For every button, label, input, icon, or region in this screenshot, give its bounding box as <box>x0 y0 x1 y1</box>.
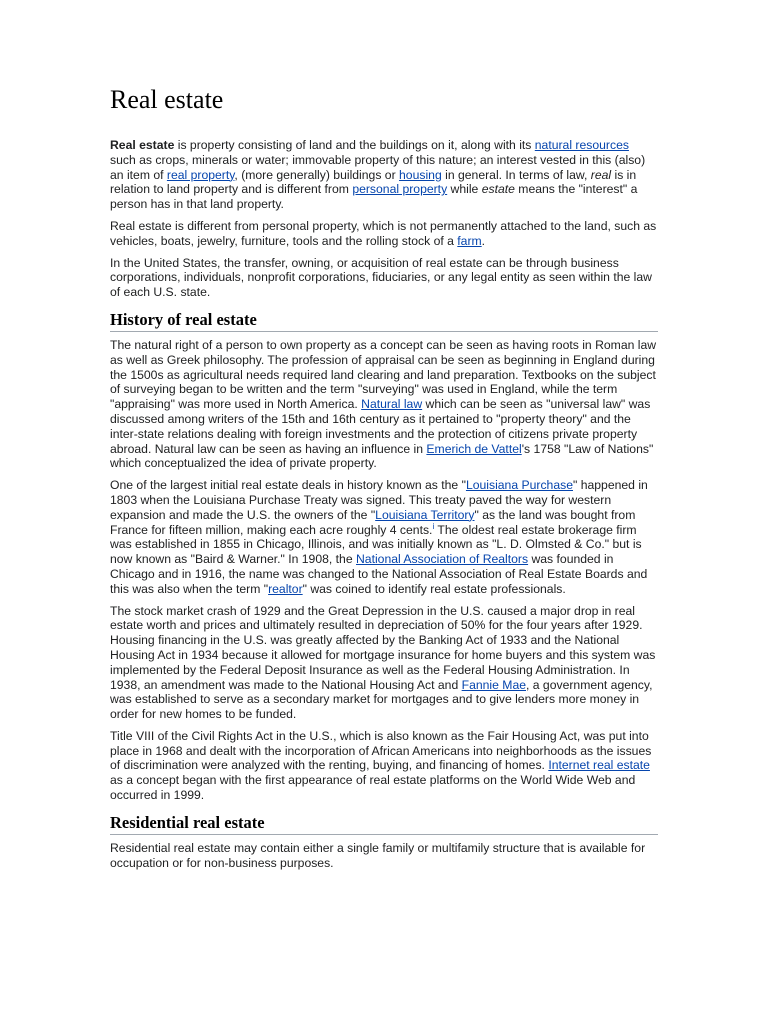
history-paragraph-4 <box>110 729 658 803</box>
text-span: 's 1758 "Law of Nations" which conceptualized the idea of private property. <box>110 441 654 471</box>
link-louisiana-purchase[interactable]: Louisiana Purchase <box>465 478 573 493</box>
history-paragraph-3 <box>110 604 658 722</box>
link-national-association-of-realtors[interactable]: National Association of Realtors <box>356 552 529 567</box>
link-natural-law[interactable]: Natural law <box>361 397 423 412</box>
text-span: means the "interest" a person has in that land property. <box>110 182 638 212</box>
history-paragraph-2 <box>110 478 658 596</box>
page-title: Real estate <box>110 85 224 114</box>
text-span: " as the land was bought from France for fifteen million, making each acre roughly 4 cents. <box>110 507 636 537</box>
text-span: was founded in Chicago and in 1916, the name was changed to the National Association of Real Estate Boards and this was also when the term " <box>110 552 648 596</box>
text-span: Real estate is different from personal property, which is not permanently attached to the land, such as vehicles, boats, jewelry, furniture, tools and the rolling stock of a <box>110 218 657 248</box>
em-real: real <box>590 167 612 182</box>
link-personal-property[interactable]: personal property <box>352 182 448 197</box>
text-span: Title VIII of the Civil Rights Act in the U.S., which is also known as the Fair Housing Act, was put into place in 1968 and dealt with the incorporation of African Americans into neighborhoods as the issues of discrimination were analyzed with the renting, buying, and financing of homes. <box>110 728 652 773</box>
intro-paragraph-1 <box>110 138 658 212</box>
em-estate: estate <box>481 182 515 197</box>
section-heading-residential: Residential real estate <box>110 813 658 835</box>
term-bold: Real estate <box>110 138 175 152</box>
text-span: The oldest real estate brokerage firm was established in 1855 in Chicago, Illinois, and was initially known as "L. D. Olmsted & Co." but is now known as "Baird & Warner." In 1908, the <box>110 522 642 567</box>
text-span: One of the largest initial real estate deals in history known as the " <box>110 478 466 493</box>
text-span: such as crops, minerals or water; immovable property of this nature; an interest vested in this (also) an item of <box>110 152 646 182</box>
text-span: is in relation to land property and is different from <box>110 167 637 197</box>
text-span: in general. In terms of law, <box>441 167 591 182</box>
intro-paragraph-2 <box>110 219 658 249</box>
link-fannie-mae[interactable]: Fannie Mae <box>461 677 526 692</box>
link-real-property[interactable]: real property <box>166 167 235 182</box>
link-emerich-de-vattel[interactable]: Emerich de Vattel <box>426 441 522 456</box>
link-natural-resources[interactable]: natural resources <box>534 138 629 152</box>
link-louisiana-territory[interactable]: Louisiana Territory <box>375 507 475 522</box>
text-span: The stock market crash of 1929 and the Great Depression in the U.S. caused a major drop in real estate worth and prices and ultimately resulted in depreciation of 50% for the four years after 1929. Housing financing in the U.S. was greatly affected by the Banking Act of 1933 and the National Housing Act in 1934 because it allowed for mortgage insurance for home buyers and this system was implemented by the Federal Deposit Insurance as well as the Federal Housing Administration. In 1938, an amendment was made to the National Housing Act and <box>110 603 656 692</box>
text-span: is property consisting of land and the buildings on it, along with its <box>174 138 535 152</box>
link-realtor[interactable]: realtor <box>268 581 303 596</box>
text-span: while <box>447 182 482 197</box>
intro-paragraph-3: In the United States, the transfer, owning, or acquisition of real estate can be through business corporations, individuals, nonprofit corporations, fiduciaries, or any legal entity as seen within the law of each U.S. state. <box>110 255 652 300</box>
history-paragraph-1 <box>110 338 658 471</box>
link-housing[interactable]: housing <box>399 167 442 182</box>
residential-paragraph-1: Residential real estate may contain either a single family or multifamily structure that is available for occupation or for non-business purposes. <box>110 840 646 870</box>
link-internet-real-estate[interactable]: Internet real estate <box>548 758 650 773</box>
section-heading-history: History of real estate <box>110 310 658 332</box>
text-span: " happened in 1803 when the Louisiana Purchase Treaty was signed. This treaty paved the way for western expansion and made the U.S. the owners of the " <box>110 478 648 522</box>
text-span: , a government agency, was established to serve as a secondary market for mortgages and to give lenders more money in order for new homes to be funded. <box>110 677 653 722</box>
text-span: , (more generally) buildings or <box>234 167 400 182</box>
text-span: which can be seen as "universal law" was discussed among writers of the 15th and 16th century as it pertained to "property theory" and the inter-state relations dealing with foreign investments and the protection of citizens private property abroad. Natural law can be seen as having an influence in <box>110 397 651 456</box>
text-span: The natural right of a person to own property as a concept can be seen as having roots in Roman law as well as Greek philosophy. The profession of appraisal can be seen as beginning in England during the 1500s as agricultural needs required land clearing and land preparation. Textbooks on the subject of surveying began to be written and the term "surveying" was used in England, while the term "appraising" was more used in North America. <box>110 337 657 412</box>
text-span: " was coined to identify real estate professionals. <box>302 581 566 596</box>
link-farm[interactable]: farm <box>457 233 482 248</box>
text-span: . <box>481 233 486 248</box>
text-span: as a concept began with the first appearance of real estate platforms on the World Wide Web and occurred in 1999. <box>110 773 636 803</box>
citation-marker[interactable]: i <box>432 521 435 531</box>
